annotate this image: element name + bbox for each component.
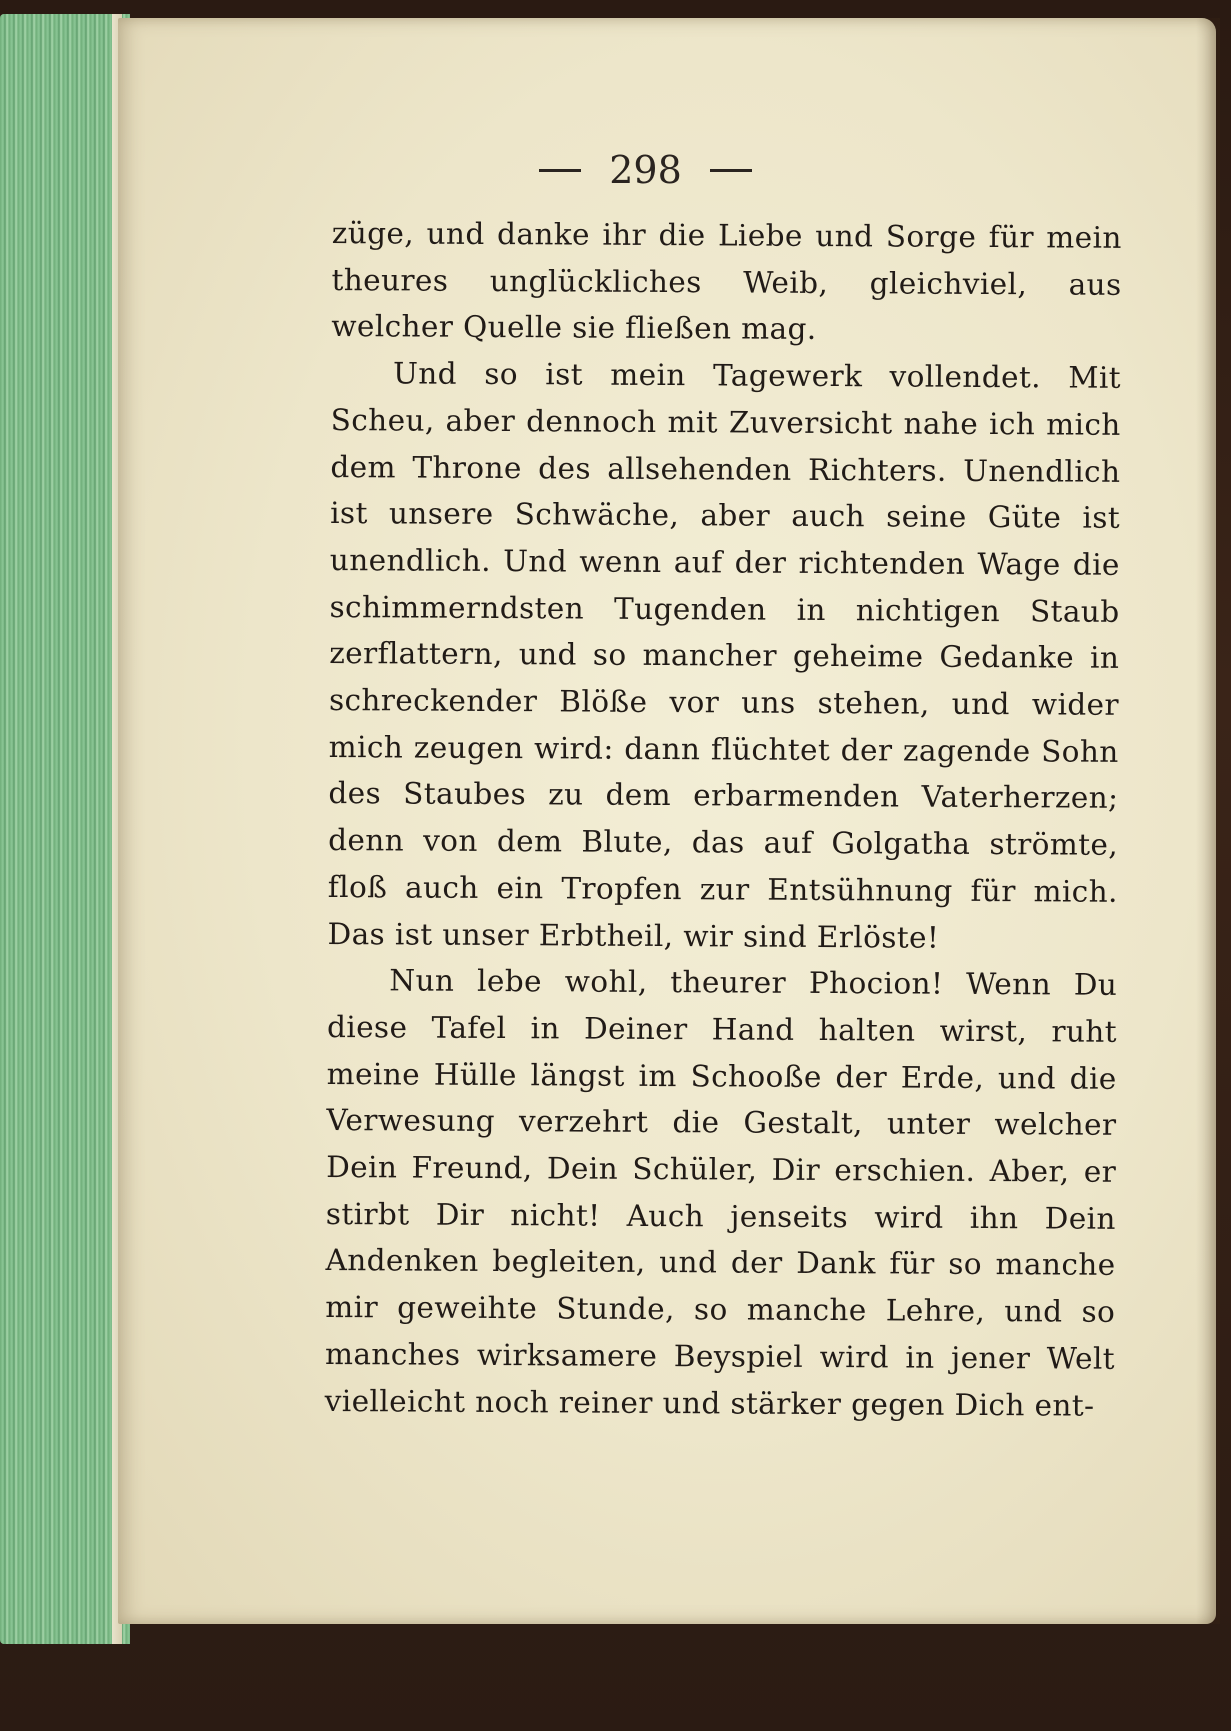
- dash-right: [710, 169, 752, 172]
- paragraph-1: züge, und danke ihr die Liebe und Sorge für mein theures unglückliches Weib, gleichviel, aus welcher Quelle sie fließen mag.: [331, 215, 1122, 347]
- page-number: 298: [609, 148, 682, 192]
- dash-left: [539, 169, 581, 172]
- page-number-header: [0, 148, 1231, 192]
- paragraph-3: Nun lebe wohl, theurer Phocion! Wenn Du diese Tafel in Deiner Hand halten wirst, ruht meine Hülle längst im Schooße der Erde, und die Verwesung verzehrt die Gestalt, unter welcher Dein Freund, Dein Schüler, Dir erschien. Aber, er stirbt Dir nicht! Auch jenseits wird ihn Dein Andenken begleiten, und der Dank für so manche mir geweihte Stunde, so manche Lehre, und so manches wirksamere Beyspiel wird in jener Welt vielleicht noch reiner und stärker gegen Dich ent-: [324, 963, 1118, 1423]
- page-fold-shadow: [1196, 18, 1220, 1624]
- body-text: [325, 210, 1122, 1429]
- paragraph-2: Und so ist mein Tagewerk vollendet. Mit Scheu, aber dennoch mit Zuversicht nahe ich mich dem Throne des allsehenden Richters. Unendlich ist unsere Schwäche, aber auch seine Güte ist unendlich. Und wenn auf der richtenden Wage die schimmerndsten Tugenden in nichtigen Staub zerflattern, und so mancher geheime Gedanke in schreckender Blöße vor uns stehen, und wider mich zeugen wird: dann flüchtet der zagende Sohn des Staubes zu dem erbarmenden Vaterherzen; denn von dem Blute, das auf Golgatha strömte, floß auch ein Tropfen zur Entsühnung für mich. Das ist unser Erbtheil, wir sind Erlöste!: [327, 356, 1122, 955]
- page-edges-green: [0, 14, 130, 1644]
